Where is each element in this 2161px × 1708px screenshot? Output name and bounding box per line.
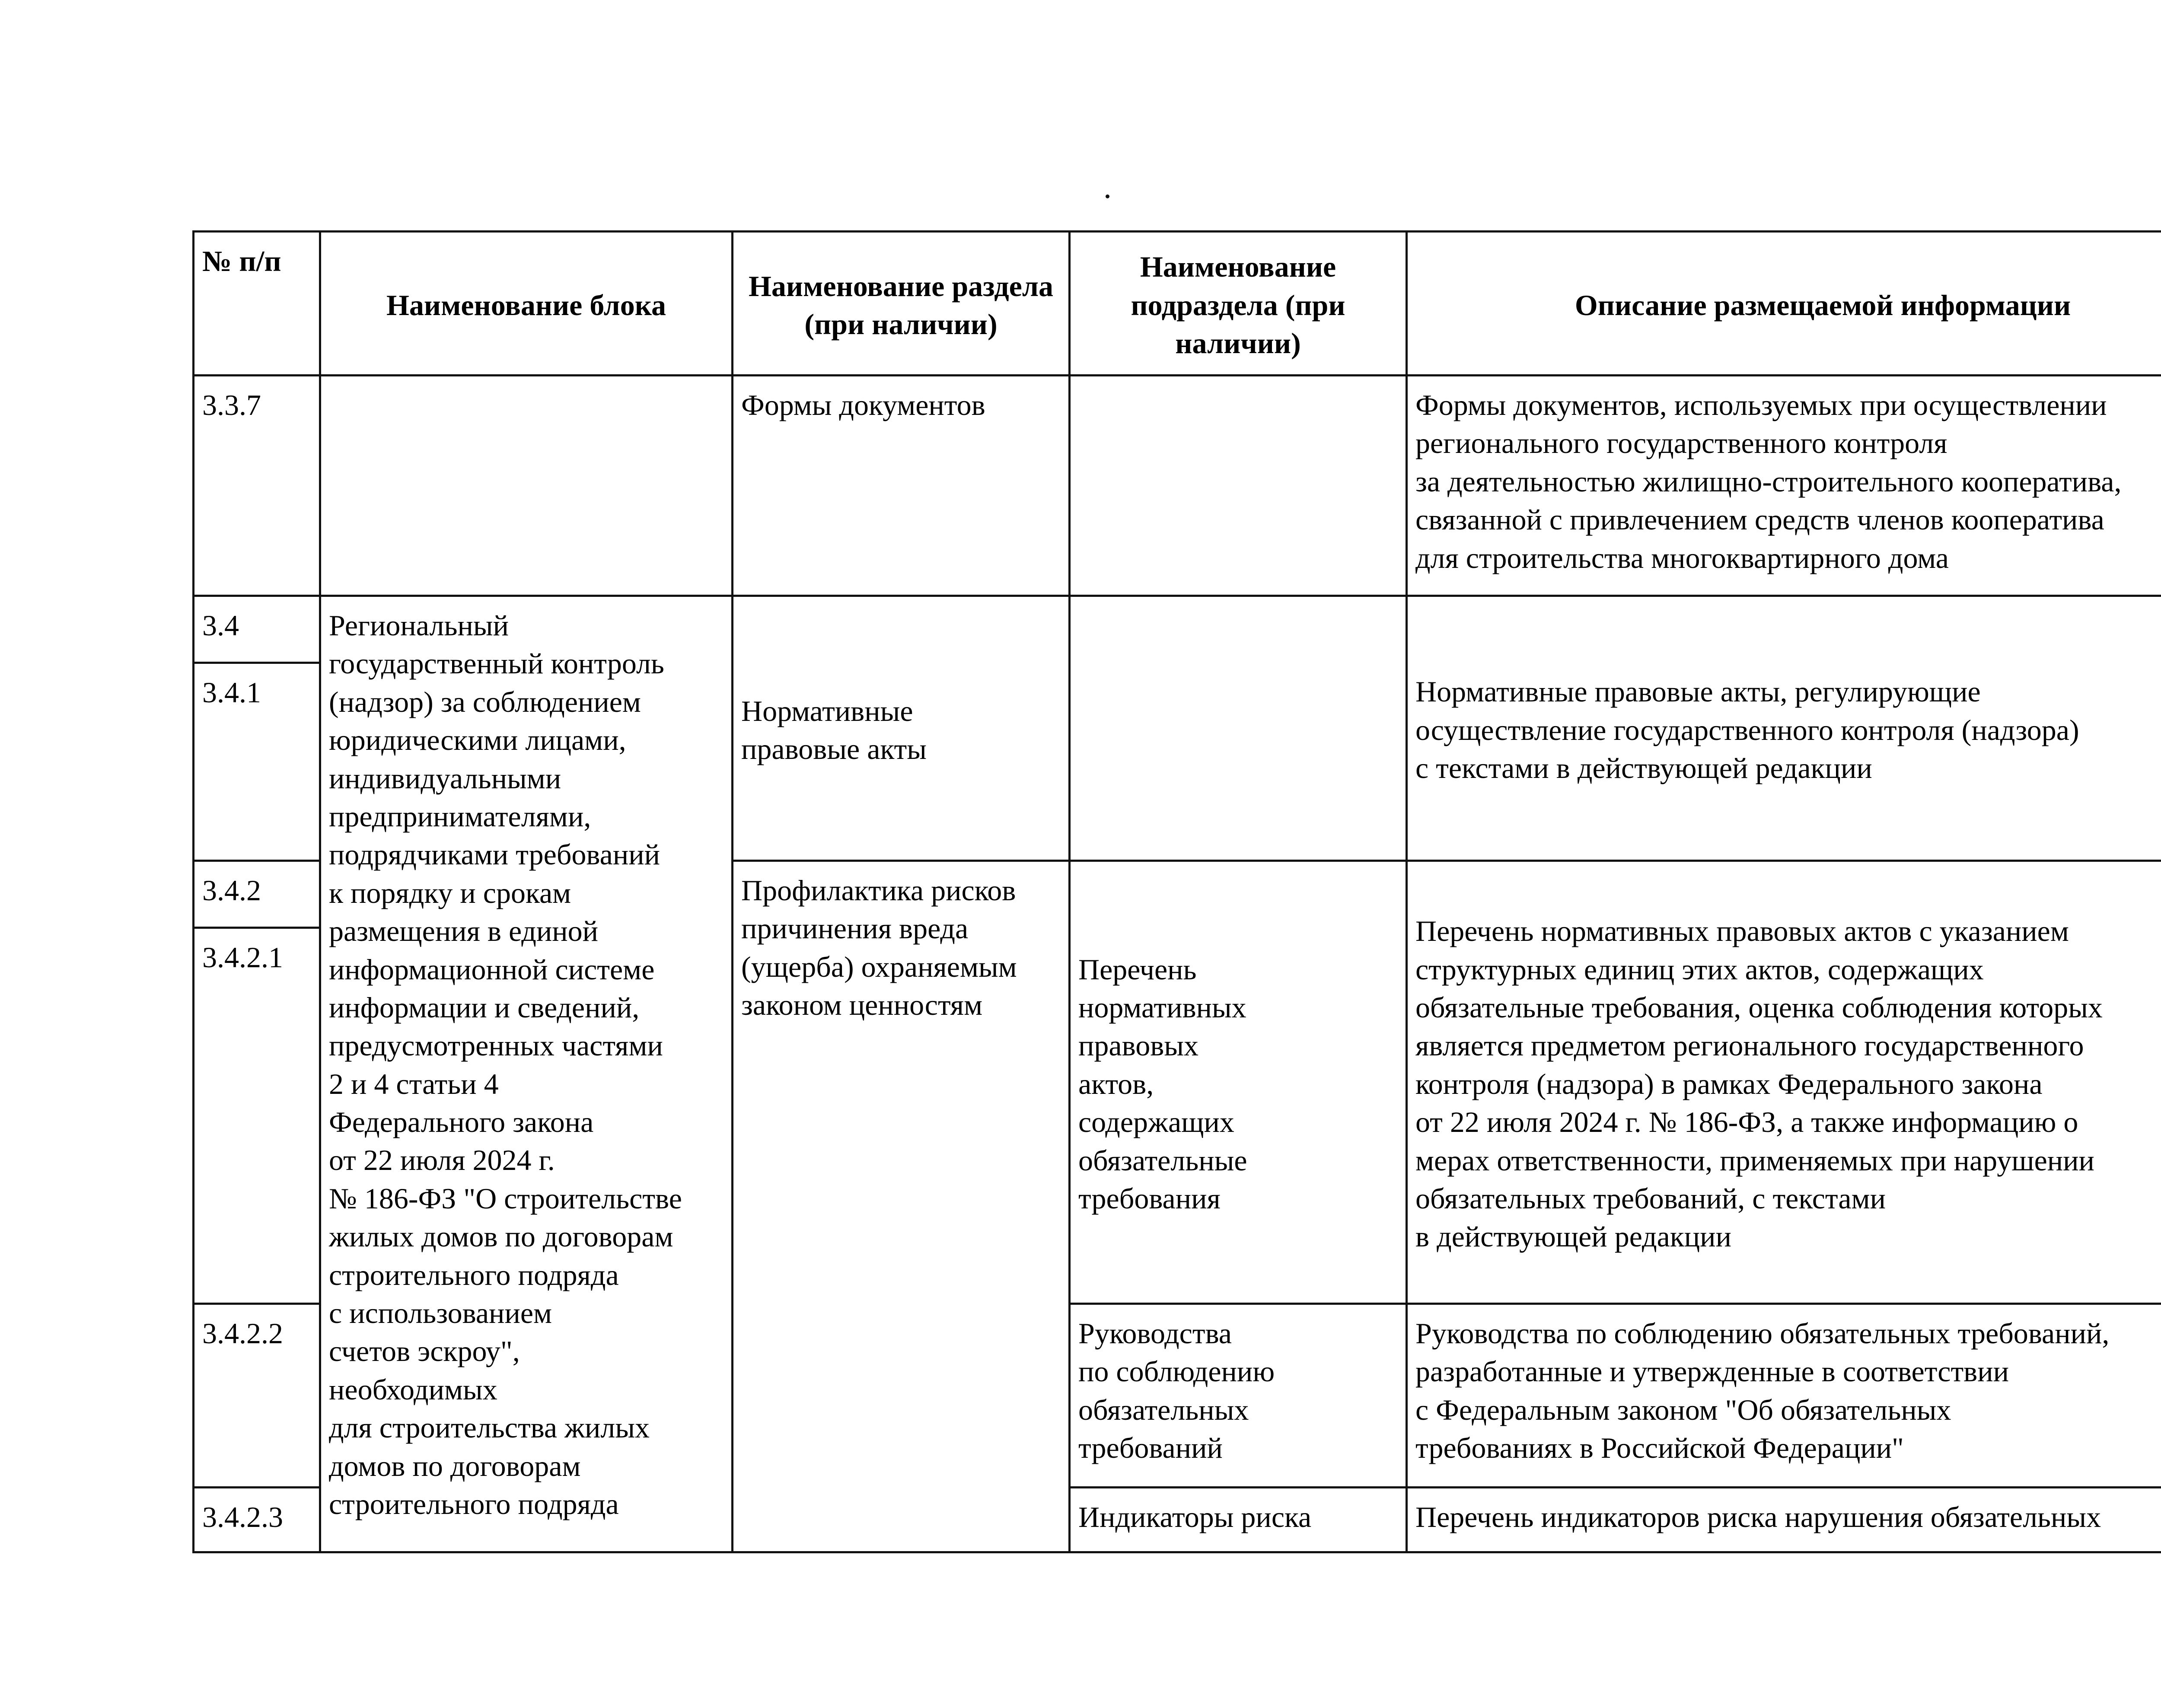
table-row-3-3-7 (194, 376, 2161, 596)
cell-subsection-guides: Руководства по соблюдению обязательных требований (1070, 1304, 1407, 1488)
cell-block-empty (320, 376, 733, 596)
cell-num: 3.4.2.3 (194, 1488, 320, 1552)
cell-subsection-empty (1070, 376, 1407, 596)
cell-num: 3.4.2.1 (194, 928, 320, 1304)
header-block: Наименование блока (320, 232, 733, 376)
cell-subsection-empty (1070, 596, 1407, 861)
cell-description-normative-acts: Нормативные правовые акты, регулирующие осуществление государственного контроля (надзора) с текстами в действующей редакции (1407, 596, 2161, 861)
cell-section-normative-acts: Нормативные правовые акты (733, 596, 1070, 861)
information-table (192, 230, 2161, 1553)
cell-num: 3.4.2.2 (194, 1304, 320, 1488)
cell-num: 3.4 (194, 596, 320, 663)
cell-description: Формы документов, используемых при осуществлении регионального государственного контроля за деятельностью жилищно-строительного кооператива, связанной с привлечением средств членов кооператива для строительства многоквартирного дома (1407, 376, 2161, 596)
cell-num: 3.4.1 (194, 663, 320, 861)
cell-num: 3.4.2 (194, 861, 320, 928)
header-description: Описание размещаемой информации (1407, 232, 2161, 376)
cell-section-risk-prevention: Профилактика рисков причинения вреда (ущерба) охраняемым законом ценностям (733, 861, 1070, 1552)
header-num: № п/п (194, 232, 320, 376)
cell-num: 3.3.7 (194, 376, 320, 596)
cell-description-guides: Руководства по соблюдению обязательных требований, разработанные и утвержденные в соответствии с Федеральным законом "Об обязательных требованиях в Российской Федерации" (1407, 1304, 2161, 1488)
cell-section: Формы документов (733, 376, 1070, 596)
header-row (194, 232, 2161, 376)
table-row-3-4 (194, 596, 2161, 663)
cell-description-risk-indicators: Перечень индикаторов риска нарушения обязательных (1407, 1488, 2161, 1552)
cell-subsection-normative-list: Перечень нормативных правовых актов, содержащих обязательные требования (1070, 861, 1407, 1304)
cell-description-normative-list: Перечень нормативных правовых актов с указанием структурных единиц этих актов, содержащих обязательные требования, оценка соблюдения которых является предметом регионального государственного контроля (надзора) в рамках Федерального закона от 22 июля 2024 г. № 186-ФЗ, а также информацию о мерах ответственности, применяемых при нарушении обязательных требований, с текстами в действующей редакции (1407, 861, 2161, 1304)
header-subsection: Наименование подраздела (при наличии) (1070, 232, 1407, 376)
cell-block-regional-control: Региональный государственный контроль (надзор) за соблюдением юридическими лицами, индивидуальными предпринимателями, подрядчиками требований к порядку и срокам размещения в единой информационной системе информации и сведений, предусмотренных частями 2 и 4 статьи 4 Федерального закона от 22 июля 2024 г. № 186-ФЗ "О строительстве жилых домов по договорам строительного подряда с использованием счетов эскроу", необходимых для строительства жилых домов по договорам строительного подряда (320, 596, 733, 1552)
header-section: Наименование раздела (при наличии) (733, 232, 1070, 376)
cell-subsection-risk-indicators: Индикаторы риска (1070, 1488, 1407, 1552)
scan-dot-mark (1106, 194, 1109, 198)
